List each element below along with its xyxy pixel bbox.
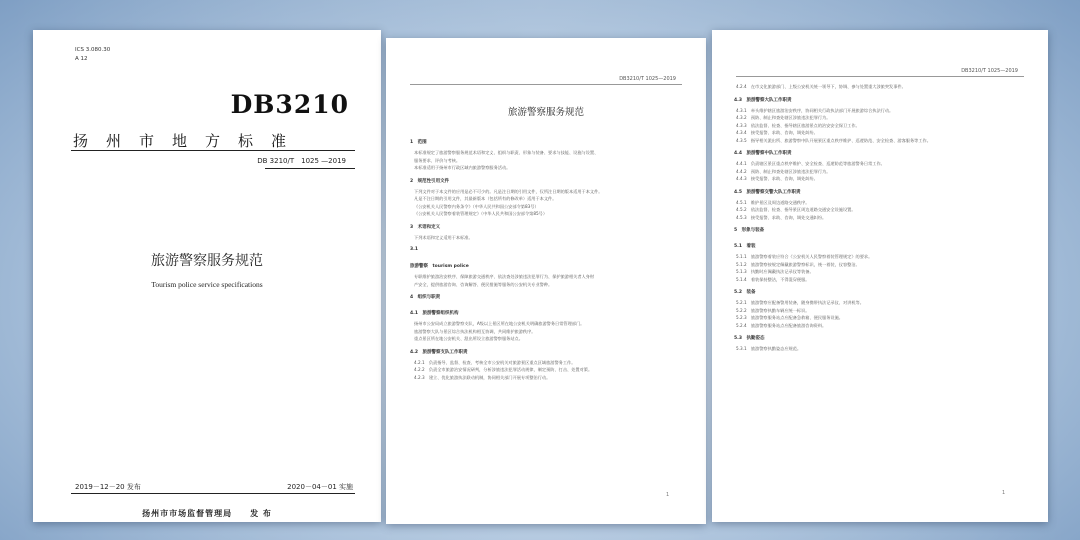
body-line: 4.5.2 依法监督、检查、指导景区周边道路交通安全设施设置。: [736, 207, 856, 212]
cover-page: [33, 30, 381, 522]
header-rule: [736, 76, 1024, 77]
body-line: 5.2.2 旅游警察执勤车辆应统一标识。: [736, 307, 810, 313]
body-line: 4.3.1 牵头维护辖区旅游治安秩序，协同相关行政执法部门开展旅游综合执法行动。: [736, 107, 894, 113]
body-line: 产安全，提供旅游咨询、咨询解答、便民措施等服务的公安机关专业警种。: [414, 281, 553, 287]
body-line: 扬州市公安局成立旅游警察支队，A级以上景区所在地公安机关明确旅游警务日常管理部门。: [414, 321, 585, 326]
body-line: 5.2.3 旅游警察服务站点应配备急救箱、便民服务设施。: [736, 315, 843, 320]
header-rule: [410, 84, 682, 85]
body-line: 4.5.3 接受报警、求助、咨询，调处交通纠纷。: [736, 214, 827, 220]
body-line: 4.4.3 接受报警、求助、咨询，调处纠纷。: [736, 176, 818, 181]
document-title: 旅游警察服务规范: [507, 107, 584, 118]
body-line: 旅游警察大队与景区综合执法机构相互协调，共同维护旅游秩序。: [414, 328, 536, 334]
section-heading: 3.1: [410, 247, 418, 252]
body-line: 5.1.1 旅游警察着装应符合《公安机关人民警察着装管理规定》的要求。: [736, 254, 873, 259]
body-line: 服务要求、评价与考核。: [414, 157, 461, 163]
body-line: 《公安机关人民警察着装管理规定》（中华人民共和国公安部令第85号）: [414, 211, 548, 216]
body-line: 4.3.2 预防、制止和查处辖区涉旅违法犯罪行为。: [736, 115, 831, 120]
body-line: 4.2.4 在市文化旅游部门、上级公安机关统一领导下，协调、参与处置重大涉旅突发事件。: [736, 84, 906, 89]
section-heading: 5.2 装备: [734, 290, 756, 295]
body-line: 5.1.2 旅游警察按规定佩戴旅游警察标识，统一着装，仪容整洁。: [736, 261, 860, 267]
standard-code: DB3210: [230, 90, 349, 119]
body-line: 4.3.4 接受报警、求助、咨询，调处纠纷。: [736, 130, 818, 135]
implementation-date: 2020－04－01 实施: [287, 483, 353, 491]
body-line: 4.4.2 预防、制止和查处辖区涉旅违法犯罪行为。: [736, 168, 831, 174]
title-en: Tourism police service specifications: [151, 280, 263, 289]
body-line: 重点景区所在地公安机关、派出所设立旅游警察服务站点。: [414, 336, 523, 341]
page-header: DB3210/T 1025—2019: [619, 76, 676, 82]
section-heading: 1 范围: [410, 140, 427, 145]
issuer: 扬州市市场监督管理局 发 布: [142, 509, 272, 518]
divider: [71, 150, 355, 151]
body-line: 4.3.5 指导相关派出所、旅游警察中队开展景区重点秩序维护、巡逻防范、安全检查、游客服务等工作。: [736, 137, 931, 143]
body-line: 本标准适用于扬州市行政区域内旅游警察服务活动。: [414, 165, 511, 170]
body-line: 4.2.3 建立、优化旅游执法联动机制，协同相关部门开展专项整治行动。: [414, 374, 551, 380]
body-line: 5.2.1 旅游警察应配备警用装备，随身携带执法记录仪、对讲机等。: [736, 300, 864, 305]
ics-code: ICS 3.080.30: [75, 47, 111, 53]
body-line: 4.4.1 负责辖区景区重点秩序维护、安全检查、巡逻防范等旅游警务日常工作。: [736, 161, 885, 166]
section-heading: 5 形象与装备: [734, 228, 765, 233]
body-line: 下列文件对于本文件的应用是必不可少的。凡是注日期的引用文件，仅所注日期的版本适用于本文件。: [414, 188, 603, 194]
classification-code: A 12: [75, 56, 88, 62]
standard-number: DB 3210/T 1025 —2019: [257, 157, 346, 165]
page-number: 1: [666, 492, 670, 498]
title-zh: 旅游警察服务规范: [151, 253, 263, 269]
section-heading: 4.3 旅游警察大队工作职责: [734, 97, 792, 103]
page-header: DB3210/T 1025—2019: [961, 68, 1018, 74]
body-line: 4.5.1 维护景区及周边道路交通秩序。: [736, 199, 810, 205]
section-heading: 3 术语和定义: [410, 224, 441, 230]
section-heading: 4.2 旅游警察支队工作职责: [410, 349, 468, 355]
body-line: 《公安机关人民警察内务条令》（中华人民共和国公安部令第83号）: [414, 203, 539, 209]
section-heading: 4.4 旅游警察中队工作职责: [734, 151, 792, 156]
section-heading: 4.5 旅游警察交警大队工作职责: [734, 189, 801, 195]
section-heading: 5.1 着装: [734, 244, 756, 249]
issue-date: 2019－12－20 发布: [75, 483, 141, 491]
divider: [265, 168, 355, 169]
section-heading: 2 规范性引用文件: [410, 178, 450, 184]
body-line: 4.3.3 依法监督、检查、指导辖区旅游景点的治安安全保卫工作。: [736, 122, 860, 128]
body-line: 5.2.4 旅游警察服务站点应配备旅游咨询资料。: [736, 322, 827, 328]
section-heading: 旅游警察 tourism police: [410, 264, 469, 269]
content-page-1: [386, 38, 706, 524]
content-page-2: [712, 30, 1048, 522]
body-line: 5.1.4 着装保持整洁，不得混穿便服。: [736, 276, 810, 282]
section-heading: 5.3 执勤姿态: [734, 336, 765, 341]
standard-name: 扬州市地方标准: [73, 132, 305, 150]
body-line: 本标准规定了旅游警察服务规范术语和定义、组织与职责、形象与装备、要求与技能、设施与设置、: [414, 150, 599, 155]
section-heading: 4 组织与职责: [410, 295, 441, 300]
section-heading: 4.1 旅游警察组织机构: [410, 311, 459, 316]
body-line: 4.2.1 负责指导、监督、检查、考核全市公安机关对旅游景区重点区域旅游警务工作。: [414, 359, 576, 365]
body-line: 凡是不注日期的引用文件，其最新版本（包括所有的修改单）适用于本文件。: [414, 196, 557, 201]
body-line: 5.3.1 旅游警察执勤姿态应规范。: [736, 346, 802, 351]
body-line: 5.1.3 执勤时应佩戴执法记录仪等装备。: [736, 269, 814, 274]
divider: [71, 493, 355, 494]
page-number: 1: [1002, 490, 1006, 496]
body-line: 下列术语和定义适用于本标准。: [414, 234, 473, 240]
body-line: 专职维护旅游治安秩序、保障旅游交通秩序、依法查处涉旅违法犯罪行为、保护旅游相关者人身财: [414, 274, 595, 279]
body-line: 4.2.2 负责全市旅游治安情况研判，分析涉旅违法犯罪活动规律，制定预防、打击、处置对策。: [414, 367, 593, 372]
